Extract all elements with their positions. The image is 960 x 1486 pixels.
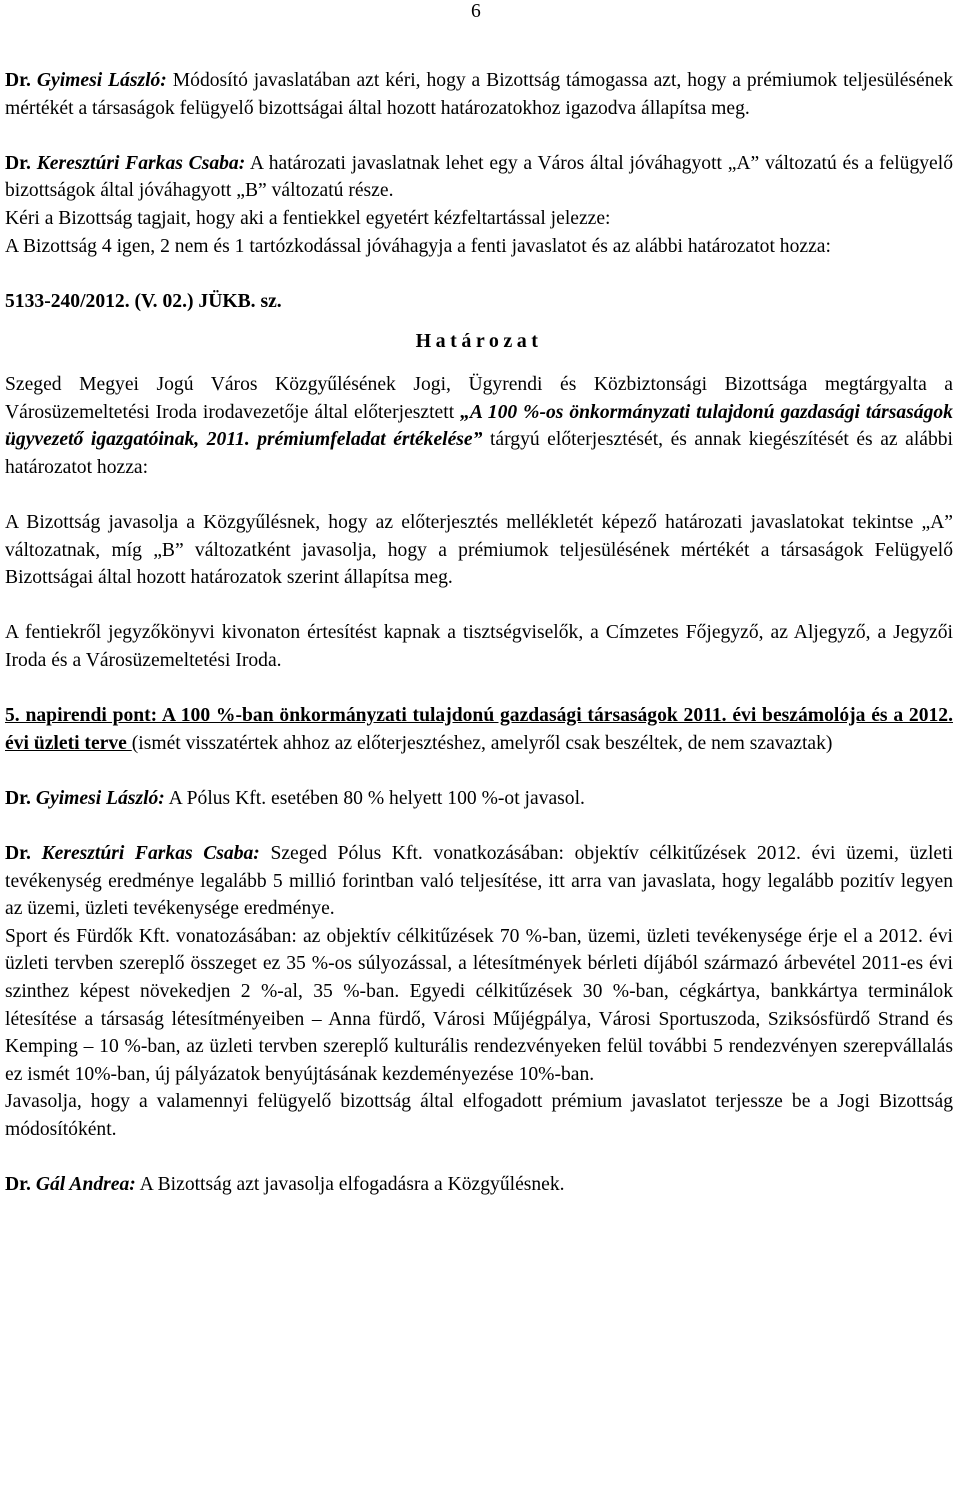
- speaker-name: Gyimesi László:: [36, 70, 167, 91]
- gyimesi-statement-2: [5, 785, 953, 813]
- proposal-statement: Javasolja, hogy a valamennyi felügyelő bizottság által elfogadott prémium javaslatot terjessze be a Jogi Bizottság módosítóként.: [5, 1091, 953, 1140]
- resolution-body: [5, 371, 953, 481]
- kereszturi-statement-1: [5, 150, 953, 205]
- agenda-heading: 5. napirendi pont: A 100 %-ban önkormányzati tulajdonú gazdasági társaságok 2011. évi beszámolója és a 2012. évi üzleti terve: [5, 705, 953, 754]
- speaker-title: Dr.: [5, 843, 31, 865]
- speaker-name: Gál Andrea:: [35, 1174, 136, 1196]
- speaker-title: Dr.: [5, 70, 31, 91]
- agenda-note: (ismét visszatértek ahhoz az előterjesztéshez, amelyről csak beszéltek, de nem szavaztak): [131, 732, 833, 754]
- statement-text: A határozati javaslatnak lehet egy a Város által jóváhagyott „A” változatú és a felügyelő bizottságok által jóváhagyott „B” változatú része.: [5, 152, 953, 202]
- resolution-outro: tárgyú előterjesztését, és annak kiegészítését és az alábbi határozatot hozza:: [5, 429, 953, 478]
- speaker-title: Dr.: [5, 787, 31, 809]
- resolution-notice: A fentiekről jegyzőkönyvi kivonaton értesítést kapnak a tisztségviselők, a Címzetes Főjegyző, az Aljegyző, a Jegyzői Iroda és a Városüzemeltetési Iroda.: [5, 622, 953, 671]
- kereszturi-statement-2: [5, 840, 953, 923]
- resolution-decision: A Bizottság javasolja a Közgyűlésnek, hogy az előterjesztés mellékletét képező határozati javaslatokat tekintse „A” változatnak, míg „B” változatként javasolja, hogy a prémiumok teljesülésének mértékét a társaságok Felügyelő Bizottságai által hozott határozatok szerint állapítsa meg.: [5, 511, 953, 589]
- speaker-title: Dr.: [5, 1174, 31, 1196]
- resolution-title: Határozat: [415, 330, 543, 353]
- speaker-name: Keresztúri Farkas Csaba:: [36, 152, 246, 174]
- statement-text: A Bizottság azt javasolja elfogadásra a Közgyűlésnek.: [135, 1174, 565, 1196]
- vote-result: A Bizottság 4 igen, 2 nem és 1 tartózkodással jóváhagyja a fenti javaslatot és az alábbi határozatot hozza:: [5, 235, 831, 257]
- proposal-title: „A 100 %-os önkormányzati tulajdonú gazdasági társaságok ügyvezető igazgatóinak, 2011. prémiumfeladat értékelése”: [5, 401, 953, 451]
- statement-text: A Pólus Kft. esetében 80 % helyett 100 %-ot javasol.: [164, 787, 585, 809]
- resolution-intro: Szeged Megyei Jogú Város Közgyűlésének Jogi, Ügyrendi és Közbiztonsági Bizottsága megtárgyalta a Városüzemeltetési Iroda irodavezetője által előterjesztett: [5, 373, 953, 423]
- vote-request: Kéri a Bizottság tagjait, hogy aki a fentiekkel egyetért kézfeltartással jelezze:: [5, 207, 611, 229]
- speaker-name: Keresztúri Farkas Csaba:: [41, 843, 260, 865]
- statement-text: Szeged Pólus Kft. vonatkozásában: objektív célkitűzések 2012. évi üzemi, üzleti tevékenység eredménye legalább 5 millió forintban való teljesítése, itt arra van javaslata, hogy legalább pozitív legyen az üzemi, üzleti tevékenysége eredménye.: [5, 843, 953, 920]
- gal-statement: [5, 1171, 953, 1199]
- statement-text: Módosító javaslatában azt kéri, hogy a Bizottság támogassa azt, hogy a prémiumok teljesülésének mértékét a társaságok felügyelő bizottságai által hozott határozatokhoz igazodva állapítsa meg.: [5, 70, 954, 119]
- page-number: 6: [471, 1, 481, 22]
- speaker-name: Gyimesi László:: [35, 787, 165, 809]
- speaker-title: Dr.: [5, 152, 31, 174]
- sport-furdok-statement: Sport és Fürdők Kft. vonatozásában: az objektív célkitűzések 70 %-ban, üzemi, üzleti tevékenysége érje el a 2012. évi üzleti tervben szereplő összeget ez 35 %-os súlyozással, a létesítmények bérleti díjából származó árbevétel 2011-es évi szinthez képest növekedjen 2 %-al, 35 %-ban. Egyedi célkitűzések 30 %-ban, cégkártya, bankkártya terminálok létesítése a társaság létesítményeiben – Anna fürdő, Városi Műjégpálya, Városi Sportuszoda, Sziksósfürdő Strand és Kemping – 10 %-ban, az üzleti tervben szereplő kulturális rendezvényeken felül további 5 rendezvényen szerepvállalás ez ismét 10%-ban, új pályázatok benyújtásának kezdeményezése 10%-ban.: [5, 925, 953, 1085]
- resolution-number: 5133-240/2012. (V. 02.) JÜKB. sz.: [5, 290, 282, 312]
- agenda-item-5: [5, 702, 953, 757]
- gyimesi-statement-1: [5, 67, 953, 122]
- document-body: [5, 67, 953, 1199]
